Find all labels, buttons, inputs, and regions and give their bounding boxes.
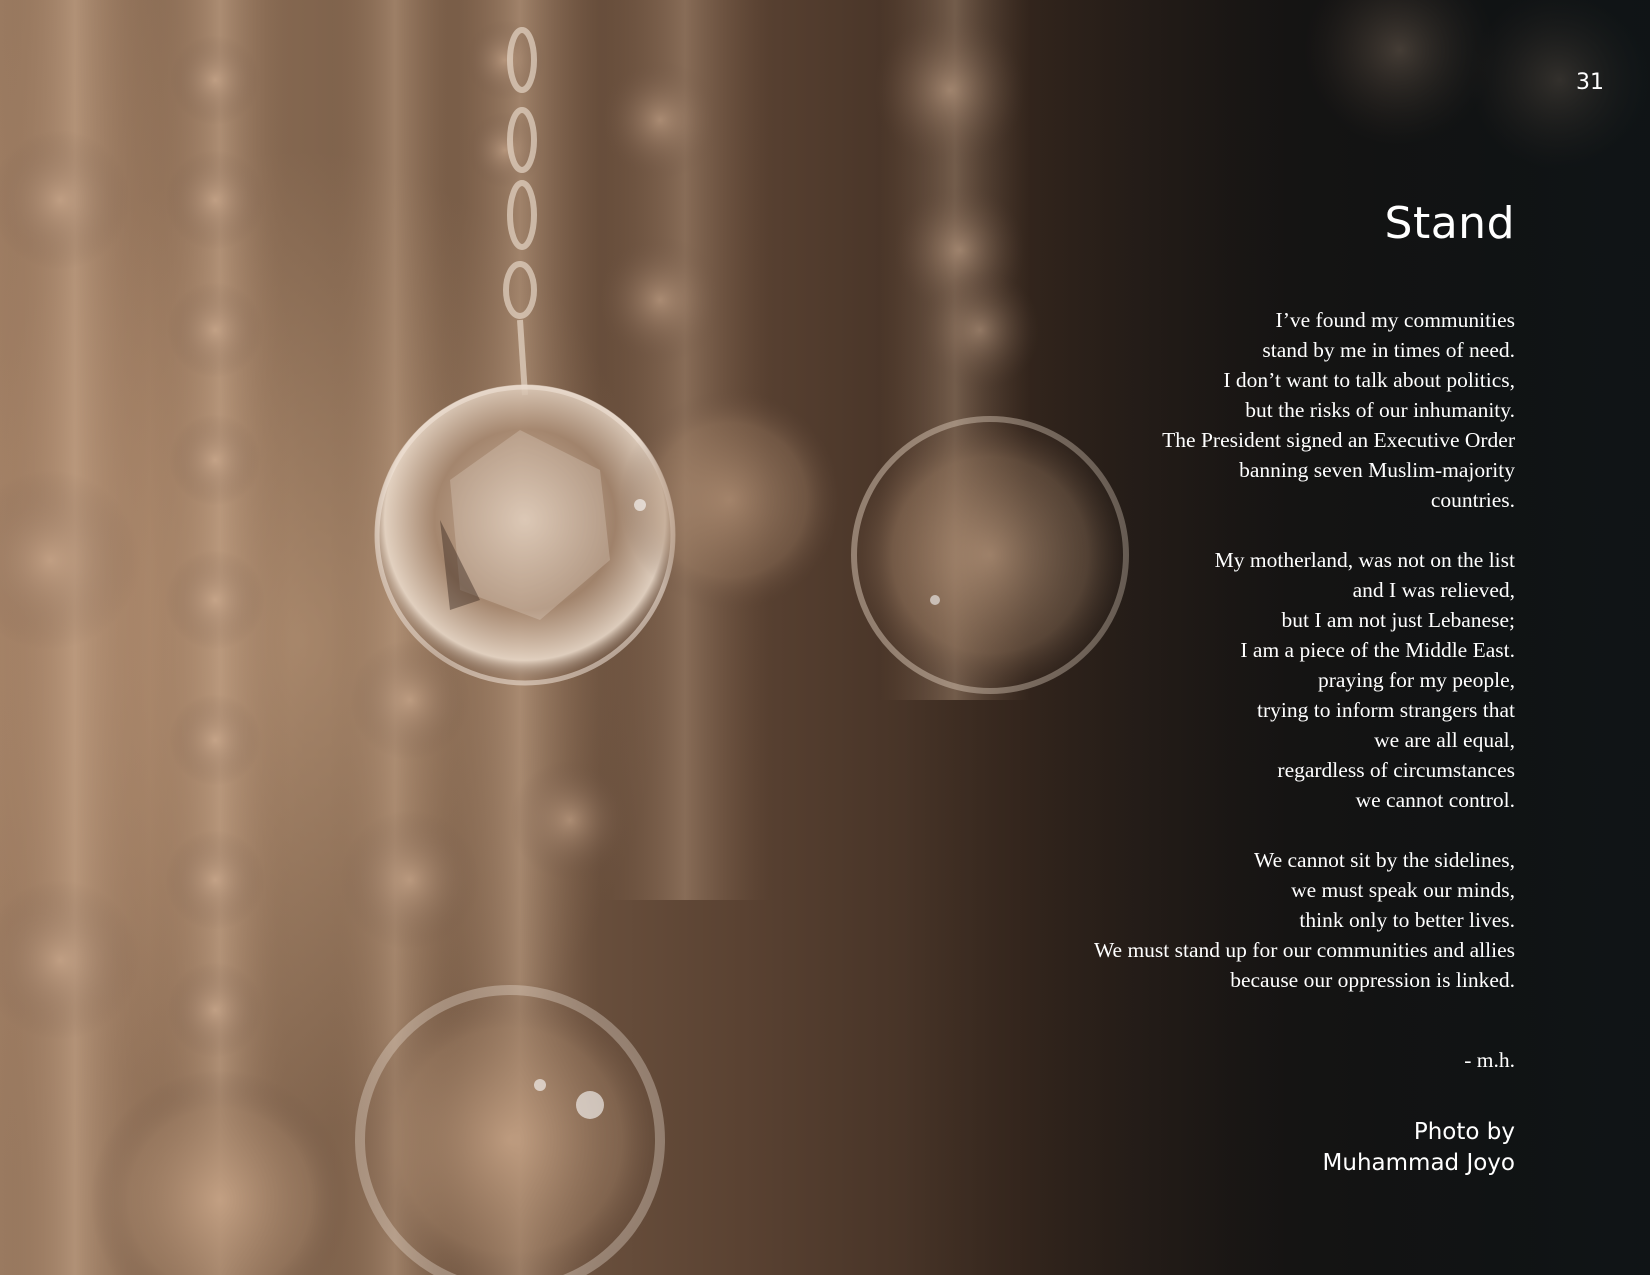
- poem-line: think only to better lives.: [1299, 908, 1515, 932]
- poem-line: We must stand up for our communities and allies: [1093, 938, 1515, 962]
- poem-title: Stand: [1384, 198, 1515, 249]
- poem-line: praying for my people,: [1317, 668, 1515, 692]
- poem-signature: - m.h.: [1464, 1048, 1515, 1072]
- poem-line: trying to inform strangers that: [1257, 698, 1515, 722]
- poem-stanza-2: [795, 545, 1515, 815]
- poem-line: we must speak our minds,: [1291, 878, 1515, 902]
- page-number: 31: [1576, 70, 1604, 95]
- poem-stanza-3: [795, 845, 1515, 995]
- photo-credit-name: Muhammad Joyo: [1322, 1150, 1515, 1176]
- poem-line: The President signed an Executive Order: [1162, 428, 1515, 452]
- poem-line: banning seven Muslim-majority: [1239, 458, 1515, 482]
- poem-line: I don’t want to talk about politics,: [1223, 368, 1515, 392]
- poem-line: but I am not just Lebanese;: [1281, 608, 1515, 632]
- poem-line: We cannot sit by the sidelines,: [1254, 848, 1515, 872]
- poem-line: regardless of circumstances: [1277, 758, 1515, 782]
- poem-line: My motherland, was not on the list: [1214, 548, 1515, 572]
- poem-stanza-1: [795, 305, 1515, 515]
- poem-column: [795, 195, 1515, 1179]
- poem-line: I’ve found my communities: [1275, 308, 1515, 332]
- poem-line: but the risks of our inhumanity.: [1245, 398, 1515, 422]
- poem-line: we cannot control.: [1355, 788, 1515, 812]
- photo-credit-label: Photo by: [1413, 1119, 1515, 1145]
- poem-line: countries.: [1430, 488, 1515, 512]
- poem-line: and I was relieved,: [1352, 578, 1515, 602]
- poem-line: because our oppression is linked.: [1230, 968, 1515, 992]
- photo-credit: [795, 1117, 1515, 1179]
- poem-line: we are all equal,: [1374, 728, 1515, 752]
- poem-line: I am a piece of the Middle East.: [1240, 638, 1515, 662]
- poem-line: stand by me in times of need.: [1262, 338, 1515, 362]
